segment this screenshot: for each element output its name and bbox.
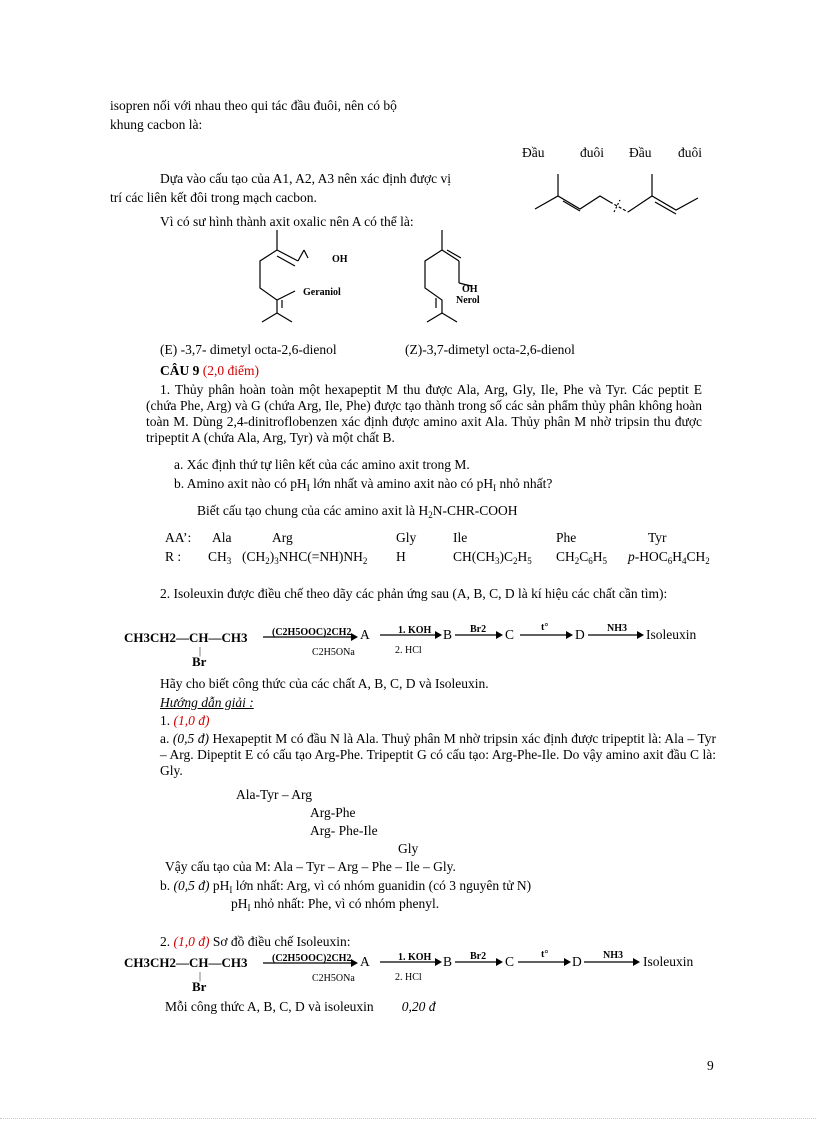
carbon-skeleton-diagram	[530, 168, 710, 218]
para-2b: trí các liên kết đôi trong mạch cacbon.	[110, 190, 317, 205]
question-heading	[160, 363, 259, 379]
scheme2-reagent1: (C2H5OOC)2CH2	[272, 953, 352, 964]
chain-1: Ala-Tyr – Arg	[236, 787, 313, 802]
intro-line-1: isopren nối với nhau theo qui tác đầu đuôi, nên có bộ	[110, 98, 397, 113]
question-title: CÂU 9	[160, 363, 200, 378]
solution-1b-line1: b. (0,5 đ) $pH_I$ lớn nhất: Arg, vì có nhóm guanidin (có 3 nguyên tử N)	[160, 878, 532, 895]
aa-ala: Ala	[212, 530, 232, 545]
aa-tyr: Tyr	[648, 530, 667, 545]
solution-1a-text: a. (0,5 đ) Hexapeptit M có đầu N là Ala. Thuỷ phân M nhờ tripsin xác định được tripeptit là: Ala – Tyr – Arg. Dipeptit E có cấu tạo Arg-Phe. Tripeptit G có cấu tạo: Arg-Phe-Ile. Do vậy amino axit đầu C là: Gly.	[160, 731, 717, 778]
nerol-oh: OH	[462, 284, 478, 295]
page-number: 9	[707, 1058, 714, 1073]
general-structure: Biết cấu tạo chung của các amino axit là $H_2N-CHR$-COOH	[197, 503, 518, 520]
scheme1-d: D	[575, 627, 585, 642]
scheme2-start: CH3CH2—CH—CH3	[124, 955, 248, 970]
scoring-note: Mỗi công thức A, B, C, D và isoleuxin 0,20 đ	[165, 999, 436, 1014]
geraniol-oh: OH	[332, 254, 348, 265]
question-points: (2,0 điểm)	[202, 363, 259, 378]
scheme2-a: A	[360, 954, 370, 969]
aa-ile: Ile	[453, 530, 468, 545]
scheme1-reagent2: 1. KOH	[398, 625, 432, 636]
scheme1-reagent1: (C2H5OOC)2CH2	[272, 627, 352, 638]
scheme1-start: CH3CH2—CH—CH3	[124, 630, 248, 645]
scheme1-b: B	[443, 627, 453, 642]
question-1a: a. Xác định thứ tự liên kết của các amino axit trong M.	[174, 457, 470, 472]
label-duoi-1: đuôi	[580, 145, 605, 160]
scheme1-reagent3: Br2	[470, 624, 487, 635]
geraniol-structure	[240, 228, 350, 328]
chain-3: Arg- Phe-Ile	[310, 823, 378, 838]
solution-2-heading: 2. (1,0 đ) Sơ đồ điều chế Isoleuxin:	[160, 934, 351, 949]
scheme1-reagent5: NH3	[607, 623, 627, 634]
label-dau-1: Đầu	[522, 145, 545, 160]
para-2a: Dựa vào cấu tạo của A1, A2, A3 nên xác định được vị	[160, 171, 451, 186]
scheme2-product: Isoleuxin	[643, 954, 694, 969]
scheme2-reagent1-bottom: C2H5ONa	[312, 973, 355, 984]
question-1-text: 1. Thủy phân hoàn toàn một hexapeptit M thu được Ala, Arg, Gly, Ile, Phe và Tyr. Các peptit E (chứa Phe, Arg) và G (chứa Arg, Ile, Phe) được tạo thành trong số các sản phẩm thủy phân không hoàn toàn M. Dùng 2,4-dinitroflobenzen xác định được amino axit Ala. Thủy phân M nhờ tripsin thu được tripeptit A (chứa Ala, Arg, Tyr) và một chất B.	[146, 382, 702, 445]
scheme2-c: C	[505, 954, 515, 969]
r-phe: $CH_2C_6H_5$	[556, 549, 608, 566]
r-arg: $(CH_2)_3NHC(=NH)NH_2$	[242, 549, 368, 566]
nerol-label: Nerol	[456, 295, 480, 306]
scheme2-reagent5: NH3	[603, 950, 623, 961]
sequence-result: Vậy cấu tạo của M: Ala – Tyr – Arg – Phe – Ile – Gly.	[165, 859, 456, 874]
scheme2-reagent2-bottom: 2. HCl	[395, 972, 422, 983]
question-1b: b. Amino axit nào có $pH_I$ lớn nhất và amino axit nào có $pH_I$ nhỏ nhất?	[174, 476, 553, 493]
aa-phe: Phe	[556, 530, 577, 545]
scheme1-br: Br	[192, 654, 207, 669]
scheme1-reagent4: t°	[541, 622, 549, 633]
chain-2: Arg-Phe	[310, 805, 356, 820]
name-e-isomer: (E) -3,7- dimetyl octa-2,6-dienol	[160, 342, 337, 357]
scheme2-b: B	[443, 954, 453, 969]
intro-line-2: khung cacbon là:	[110, 117, 203, 132]
chain-4: Gly	[398, 841, 419, 856]
scheme1-c: C	[505, 627, 515, 642]
name-z-isomer: (Z)-3,7-dimetyl octa-2,6-dienol	[405, 342, 575, 357]
aa-gly: Gly	[396, 530, 417, 545]
scheme2-reagent3: Br2	[470, 951, 487, 962]
geraniol-label: Geraniol	[303, 287, 341, 298]
scheme2-reagent4: t°	[541, 949, 549, 960]
label-dau-2: Đầu	[629, 145, 652, 160]
solution-1b-line2: $pH_I$ nhỏ nhất: Phe, vì có nhóm phenyl.	[231, 896, 440, 913]
scheme2-d: D	[572, 954, 582, 969]
scheme1-product: Isoleuxin	[646, 627, 697, 642]
scheme2-reagent2: 1. KOH	[398, 952, 432, 963]
nerol-structure	[405, 228, 515, 328]
scheme1-a: A	[360, 627, 370, 642]
page-bottom-divider	[0, 1118, 816, 1119]
question-2-text: 2. Isoleuxin được điều chế theo dãy các phản ứng sau (A, B, C, D là kí hiệu các chất cần tìm):	[160, 586, 668, 601]
r-label: R :	[165, 549, 182, 564]
solution-heading: Hướng dẫn giải :	[160, 695, 254, 710]
scheme2-br: Br	[192, 979, 207, 994]
r-ala: $CH_3$	[208, 549, 232, 566]
solution-1-heading: 1. (1,0 đ)	[160, 713, 210, 728]
r-ile: $CH(CH_3)C_2H_5$	[453, 549, 532, 566]
para-3: Vì có sư hình thành axit oxalic nên A có thể là:	[160, 214, 414, 229]
scheme1-reagent2-bottom: 2. HCl	[395, 645, 422, 656]
question-2-ask: Hãy cho biết công thức của các chất A, B, C, D và Isoleuxin.	[160, 676, 489, 691]
r-gly: H	[396, 549, 406, 564]
aa-arg: Arg	[272, 530, 293, 545]
aa-label: AA’:	[165, 530, 192, 545]
scheme1-reagent1-bottom: C2H5ONa	[312, 647, 355, 658]
r-tyr: $p-HOC_6H_4CH_2$	[628, 549, 710, 566]
label-duoi-2: đuôi	[678, 145, 703, 160]
